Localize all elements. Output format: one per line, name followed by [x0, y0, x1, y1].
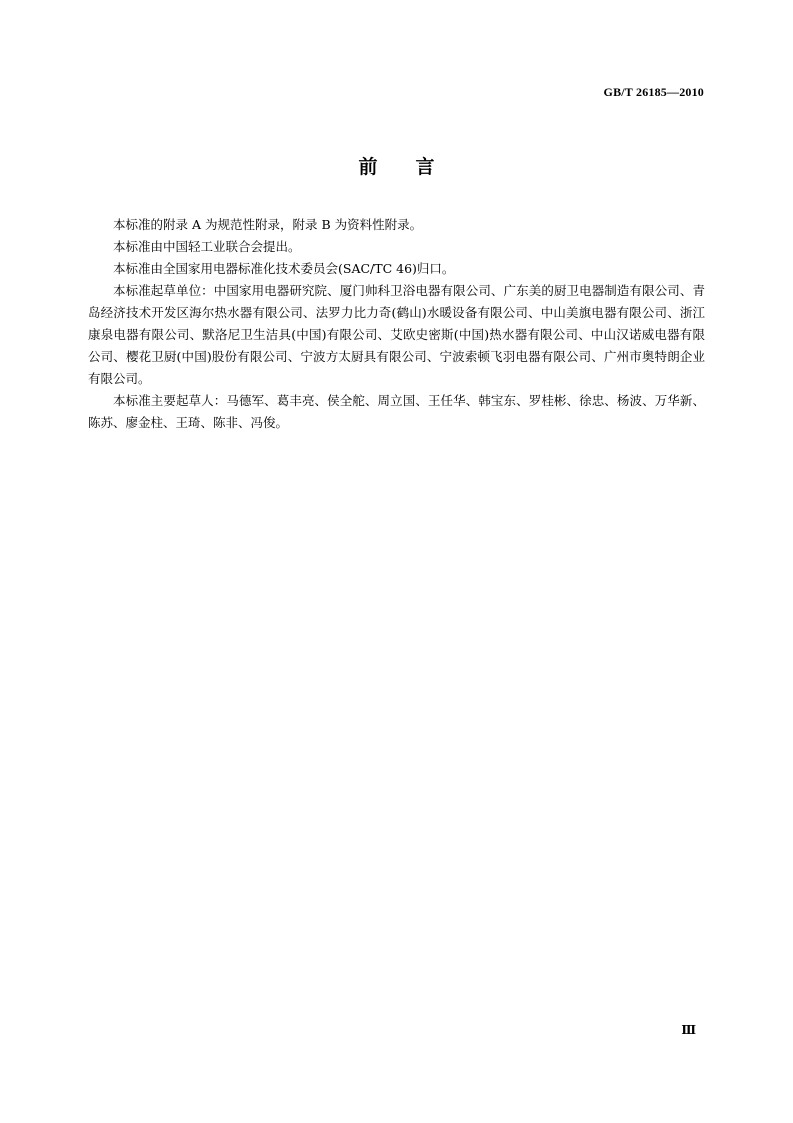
standard-code: GB/T 26185—2010 [603, 85, 704, 99]
paragraph-centralized-by: 本标准由全国家用电器标准化技术委员会(SAC/TC 46)归口。 [113, 261, 455, 276]
page-title: 前言 [358, 156, 473, 178]
paragraph-annex-note: 本标准的附录 A 为规范性附录，附录 B 为资料性附录。 [113, 217, 423, 232]
page-number: Ⅲ [681, 1023, 696, 1037]
paragraph-proposed-by: 本标准由中国轻工业联合会提出。 [113, 239, 301, 254]
foreword-body [88, 214, 705, 434]
paragraph-drafters: 本标准主要起草人：马德军、葛丰亮、侯全舵、周立国、王任华、韩宝东、罗桂彬、徐忠、杨波、万华新、陈苏、廖金柱、王琦、陈非、冯俊。 [88, 393, 705, 430]
paragraph-drafting-units: 本标准起草单位：中国家用电器研究院、厦门帅科卫浴电器有限公司、广东美的厨卫电器制造有限公司、青岛经济技术开发区海尔热水器有限公司、法罗力比力奇(鹤山)水暖设备有限公司、中山美旗电器有限公司、浙江康泉电器有限公司、默洛尼卫生洁具(中国)有限公司、艾欧史密斯(中国)热水器有限公司、中山汉诺威电器有限公司、樱花卫厨(中国)股份有限公司、宁波方太厨具有限公司、宁波索顿飞羽电器有限公司、广州市奥特朗企业有限公司。 [88, 283, 705, 386]
